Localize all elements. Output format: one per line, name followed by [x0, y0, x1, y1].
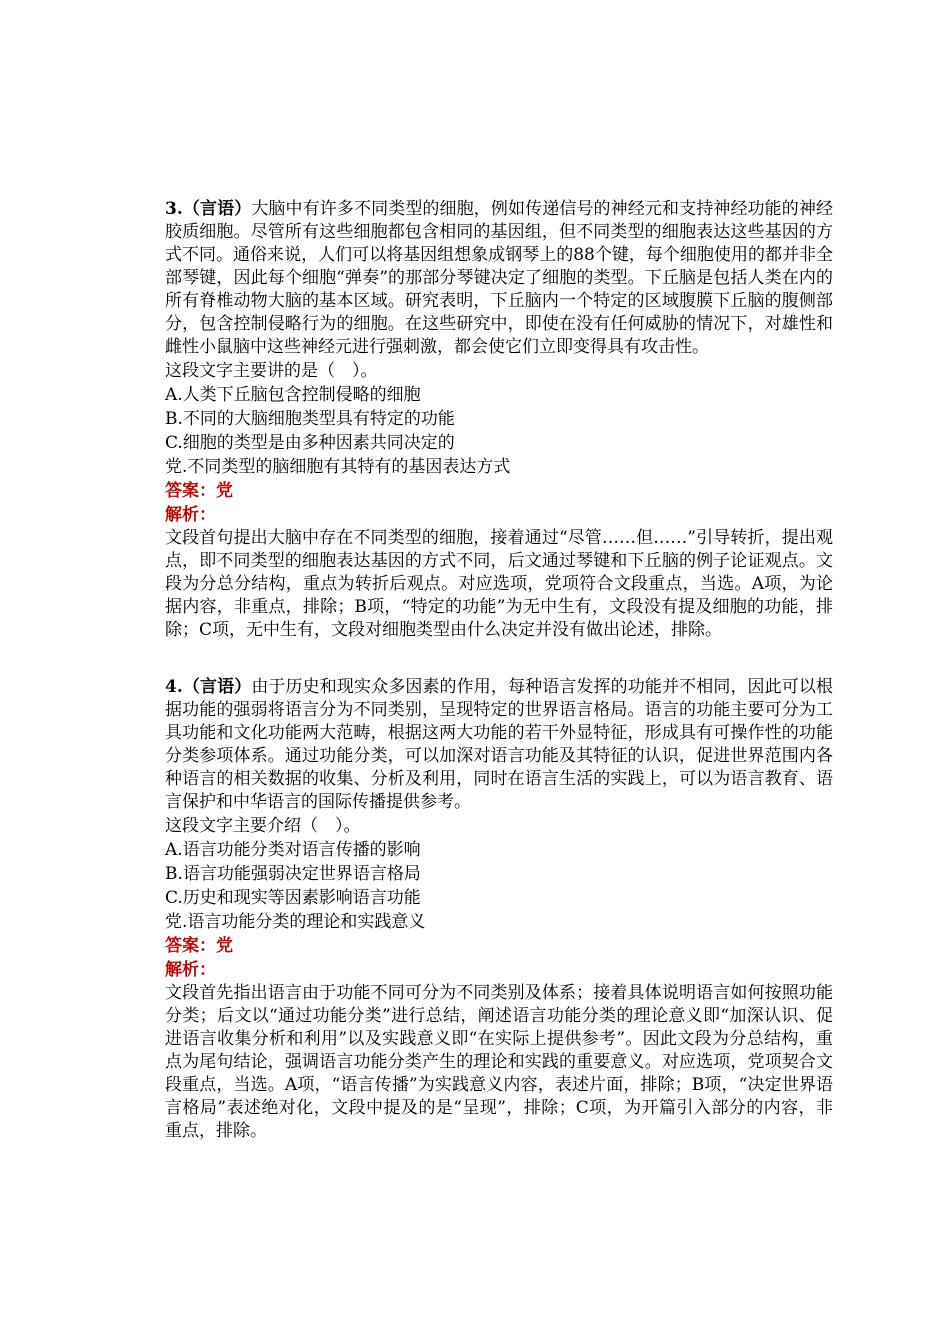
analysis-heading [165, 958, 833, 982]
question-number: 3. [165, 199, 183, 219]
question-tag: （言语） [182, 199, 252, 219]
answer-label: 答案： [165, 936, 216, 956]
document-page [165, 198, 833, 1143]
answer-value: 党 [216, 936, 233, 956]
question-prompt: 这段文字主要介绍（ ）。 [165, 816, 361, 836]
analysis-label: 解析： [165, 960, 216, 980]
analysis-text: 文段首先指出语言由于功能不同可分为不同类别及体系；接着具体说明语言如何按照功能分类；后文以“通过功能分类”进行总结，阐述语言功能分类的理论意义即“加深认识、促进语言收集分析和利用”以及实践意义即“在实际上提供参考”。因此文段为分总结构，重点为尾句结论，强调语言功能分类产生的理论和实践的重要意义。对应选项，党项契合文段重点，当选。A项，“语言传播”为实践意义内容，表述片面，排除；B项，“决定世界语言格局”表述绝对化，文段中提及的是“呈现”，排除；C项，为开篇引入部分的内容，非重点，排除。 [165, 983, 833, 1141]
question-passage [165, 676, 833, 814]
option-c: C.历史和现实等因素影响语言功能 [165, 888, 421, 908]
answer-line [165, 934, 833, 958]
question-3 [165, 198, 833, 642]
analysis-text: 文段首句提出大脑中存在不同类型的细胞，接着通过“尽管……但……”引导转折，提出观点，即不同类型的细胞表达基因的方式不同，后文通过琴键和下丘脑的例子论证观点。文段为分总分结构，重点为转折后观点。对应选项，党项符合文段重点，当选。A项，为论据内容，非重点，排除；B项，“特定的功能”为无中生有，文段没有提及细胞的功能，排除；C项，无中生有，文段对细胞类型由什么决定并没有做出论述，排除。 [165, 528, 833, 640]
passage-text: 由于历史和现实众多因素的作用，每种语言发挥的功能并不相同，因此可以根据功能的强弱将语言分为不同类别，呈现特定的世界语言格局。语言的功能主要可分为工具功能和文化功能两大范畴，根据这两大功能的若干外显特征，形成具有可操作性的功能分类参项体系。通过功能分类，可以加深对语言功能及其特征的认识，促进世界范围内各种语言的相关数据的收集、分析及利用，同时在语言生活的实践上，可以为语言教育、语言保护和中华语言的国际传播提供参考。 [165, 677, 834, 812]
option-a: A.语言功能分类对语言传播的影响 [165, 840, 421, 860]
analysis-label: 解析： [165, 505, 216, 525]
question-passage [165, 198, 833, 359]
analysis-heading [165, 503, 833, 527]
question-prompt: 这段文字主要讲的是（ ）。 [165, 361, 378, 381]
option-b: B.语言功能强弱决定世界语言格局 [165, 864, 421, 884]
answer-label: 答案： [165, 481, 216, 501]
option-d: 党.不同类型的脑细胞有其特有的基因表达方式 [165, 457, 511, 477]
answer-line [165, 479, 833, 503]
answer-value: 党 [216, 481, 233, 501]
passage-text: 大脑中有许多不同类型的细胞，例如传递信号的神经元和支持神经功能的神经胶质细胞。尽管所有这些细胞都包含相同的基因组，但不同类型的细胞表达这些基因的方式不同。通俗来说，人们可以将基因组想象成钢琴上的88个键，每个细胞使用的都并非全部琴键，因此每个细胞“弹奏”的那部分琴键决定了细胞的类型。下丘脑是包括人类在内的所有脊椎动物大脑的基本区域。研究表明，下丘脑内一个特定的区域腹膜下丘脑的腹侧部分，包含控制侵略行为的细胞。在这些研究中，即使在没有任何威胁的情况下，对雄性和雌性小鼠脑中这些神经元进行强刺激，都会使它们立即变得具有攻击性。 [165, 199, 834, 357]
question-tag: （言语） [182, 677, 252, 697]
question-4 [165, 676, 833, 1143]
option-b: B.不同的大脑细胞类型具有特定的功能 [165, 409, 455, 429]
option-d: 党.语言功能分类的理论和实践意义 [165, 912, 426, 932]
question-number: 4. [165, 677, 183, 697]
option-c: C.细胞的类型是由多种因素共同决定的 [165, 433, 455, 453]
option-a: A.人类下丘脑包含控制侵略的细胞 [165, 385, 421, 405]
